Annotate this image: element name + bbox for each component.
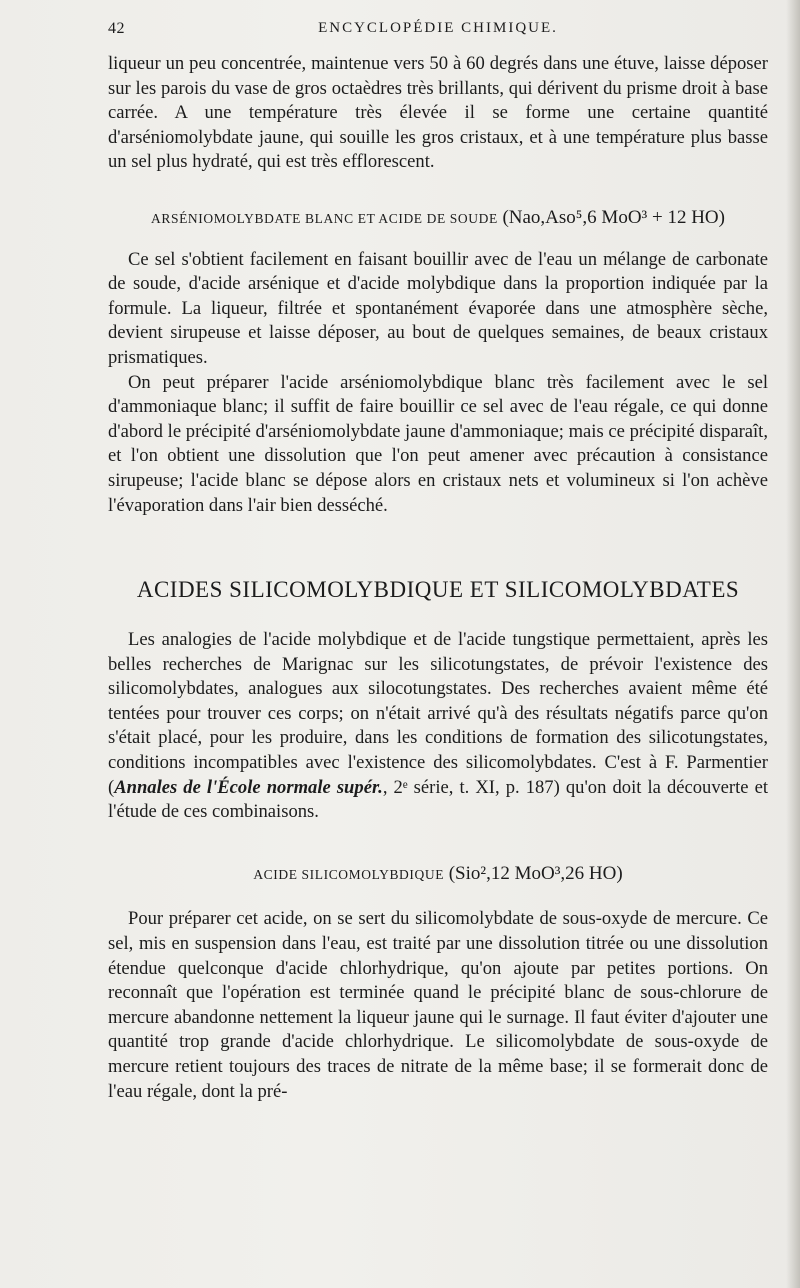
section-title: ACIDES SILICOMOLYBDIQUE ET SILICOMOLYBDATES — [136, 577, 740, 603]
subheading-formula: (Sio²,12 MoO³,26 HO) — [448, 862, 623, 884]
page-edge-shadow — [786, 0, 800, 1288]
paragraph-preparation: Ce sel s'obtient facilement en faisant bouillir avec de l'eau un mélange de carbonate de soude, d'acide arsénique et d'acide molybdique dans la proportion indiquée par la formule. La liqueur, filtrée et spontanément évaporée dans une atmosphère sèche, devient sirupeuse et laisse déposer, au bout de quelques semaines, de beaux cristaux prismatiques. — [108, 248, 768, 368]
subheading-label: ARSÉNIOMOLYBDATE BLANC ET ACIDE DE SOUDE — [151, 210, 498, 226]
paragraph-ammonia-salt: On peut préparer l'acide arséniomolybdique blanc très facilement avec le sel d'ammoniaque blanc; il suffit de faire bouillir ce sel avec de l'eau régale, ce qui donne d'abord le précipité d'arséniomolybdate jaune d'ammoniaque; mais ce précipité disparaît, et l'on obtient une dissolution que l'on peut amener avec précaution à consistance sirupeuse; l'acide blanc se dépose alors en cristaux nets et volumineux si l'on achève l'évaporation dans l'air bien desséché. — [108, 371, 768, 516]
page-number: 42 — [108, 20, 125, 37]
paragraph-text: Les analogies de l'acide molybdique et de l'acide tungstique permettaient, après les belles recherches de Marignac sur les silicotungstates, de prévoir l'existence des silicomolybdates, analogues aux silocotungstates. Des recherches avaient même été tentées pour trouver ces corps; on n'était arrivé qu'à des résultats négatifs parce qu'on s'était placé, pour les produire, dans les conditions de formation des silicotungstates, conditions incompatibles avec l'existence des silicomolybdates. C'est à F. Parmentier ( — [108, 629, 768, 798]
subheading-arseniomolybdate — [108, 206, 768, 232]
subheading-silicomolybdic-acid — [108, 862, 768, 888]
paragraph-continuation: liqueur un peu concentrée, maintenue vers 50 à 60 degrés dans une étuve, laisse déposer sur les parois du vase de gros octaèdres très brillants, qui dérivent du prisme droit à base carrée. A une température très élevée il se forme une certaine quantité d'arséniomolybdate jaune, qui souille les gros cristaux, et à une température plus basse un sel plus hydraté, qui est très efflorescent. — [108, 53, 768, 173]
subheading-formula: (Nao,Aso⁵,6 MoO³ + 12 HO) — [502, 206, 725, 228]
journal-citation: Annales de l'École normale supér. — [114, 776, 383, 798]
paragraph-analogies — [108, 628, 768, 825]
running-header — [108, 20, 768, 44]
page-body — [108, 52, 768, 1104]
paragraph-acid-preparation: Pour préparer cet acide, on se sert du silicomolybdate de sous-oxyde de mercure. Ce sel, mis en suspension dans l'eau, est traité par une dissolution titrée ou une dissolution étendue quelconque d'acide chlorhydrique, qu'on ajoute par petites portions. On reconnaît que l'opération est terminée quand le précipité blanc de sous-chlorure de mercure abandonne nettement la liqueur jaune qui le surnage. Il faut éviter d'ajouter une quantité trop grande d'acide chlorhydrique. Le silicomolybdate de sous-oxyde de mercure retient toujours des traces de nitrate de la même base; il se formerait donc de l'eau régale, dont la pré- — [108, 908, 768, 1102]
paragraph-text-end: , 2ᵉ série, t. XI, p. 187) qu'on doit la découverte et l'étude de ces combinaisons. — [108, 776, 769, 823]
running-title: ENCYCLOPÉDIE CHIMIQUE. — [318, 20, 558, 36]
subheading-label: ACIDE SILICOMOLYBDIQUE — [253, 866, 445, 882]
